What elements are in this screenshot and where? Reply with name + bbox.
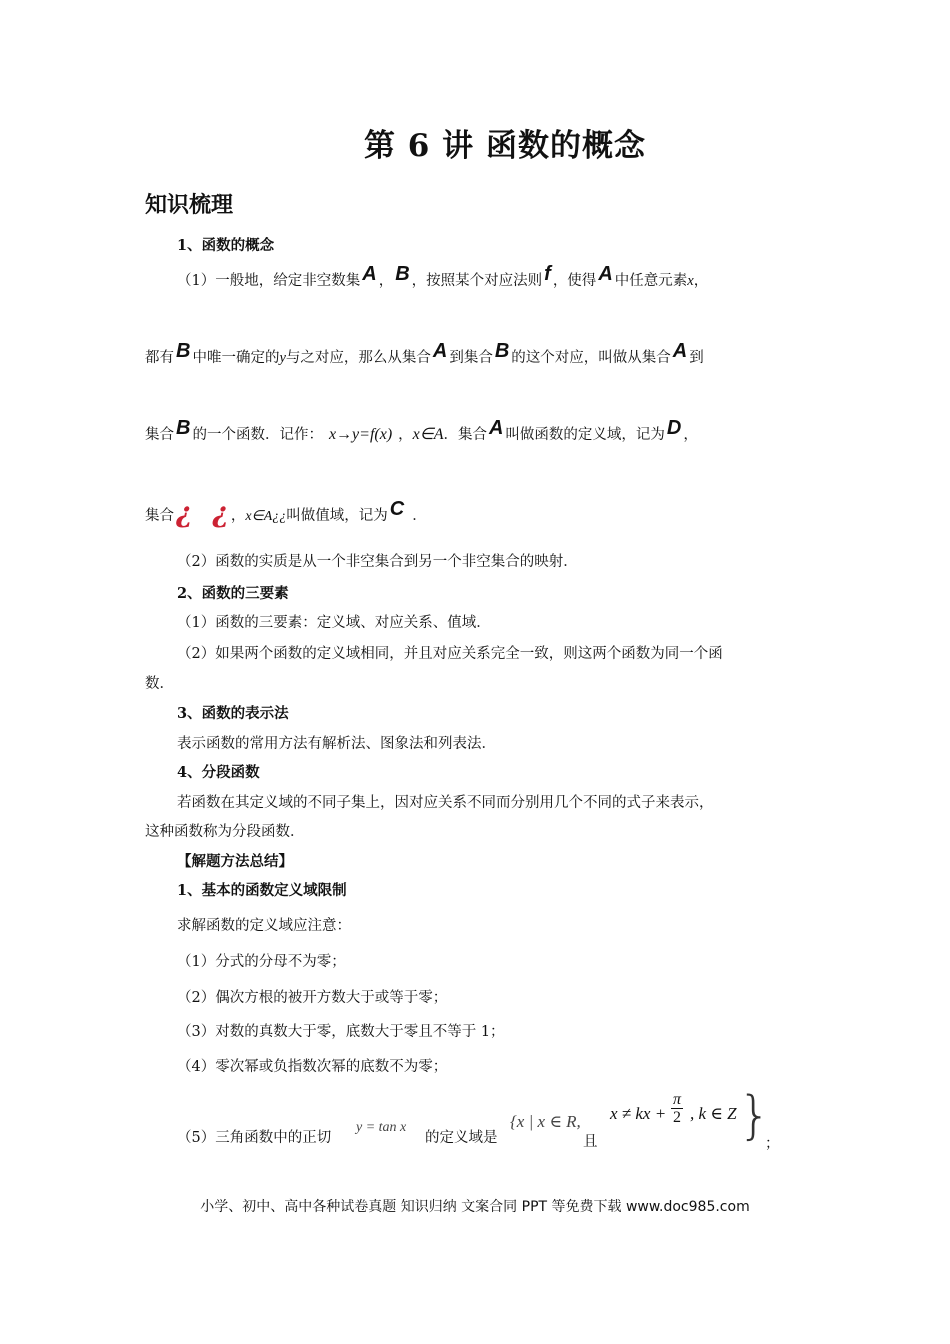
rule-even-root: （2）偶次方根的被开方数大于或等于零；: [177, 990, 448, 1006]
rule-tangent-text: （5）三角函数中的正切: [177, 1130, 332, 1146]
broken-glyph-icon: ¿: [176, 496, 193, 529]
heading-representation: 3、函数的表示法: [177, 705, 289, 722]
paragraph-same-function-line2: 数．: [145, 676, 174, 692]
paragraph-piecewise-line1: 若函数在其定义域的不同子集上，因对应关系不同而分别用几个不同的式子来表示，: [177, 795, 714, 811]
right-brace: }: [738, 1086, 772, 1146]
tangent-set-left: {x | x ∈ R,: [510, 1112, 581, 1131]
broken-glyph-icon: ¿: [212, 496, 229, 529]
tangent-condition: x ≠ kx +: [610, 1104, 667, 1123]
paragraph-definition-line2: 都有 B 中唯一确定的y与之对应，那么从集合 A 到集合 B 的这个对应，叫做从集合 A 到: [145, 340, 704, 366]
tangent-and: 且: [583, 1134, 598, 1150]
paragraph-three-elements: （1）函数的三要素：定义域、对应关系、值域．: [177, 615, 491, 631]
paragraph-representation: 表示函数的常用方法有解析法、图象法和列表法．: [177, 736, 496, 752]
heading-piecewise: 4、分段函数: [177, 764, 260, 781]
paragraph-same-function-line1: （2）如果两个函数的定义域相同，并且对应关系完全一致，则这两个函数为同一个函: [177, 646, 723, 662]
section-heading: 知识梳理: [145, 192, 234, 218]
rule-zero-power: （4）零次幂或负指数次幂的底数不为零；: [177, 1059, 448, 1075]
heading-three-elements: 2、函数的三要素: [177, 585, 289, 602]
tangent-k-in-z: , k ∈ Z: [690, 1104, 737, 1123]
heading-function-concept: 1、函数的概念: [177, 237, 275, 254]
paragraph-definition-line3: 集合 B 的一个函数．记作： x→y=f(x) ，x∈A．集合 A 叫做函数的定义域，记为 D ，: [145, 417, 698, 443]
paragraph-definition-line4: 集合¿ ¿ ，x∈A¿¿叫做值域，记为 C ．: [145, 496, 427, 529]
page-footer: 小学、初中、高中各种试卷真题 知识归纳 文案合同 PPT 等免费下载 www.doc985.com: [200, 1199, 750, 1215]
tangent-function: y = tan x: [356, 1120, 407, 1135]
paragraph-piecewise-line2: 这种函数称为分段函数．: [145, 824, 305, 840]
tangent-end: ；: [765, 1136, 780, 1152]
fraction-pi-over-2: $\frac{\pi}{2}$: [673, 1091, 682, 1126]
rule-fraction: （1）分式的分母不为零；: [177, 954, 346, 970]
rule-tangent-domain-label: 的定义域是: [425, 1130, 498, 1146]
heading-domain-restrictions: 1、基本的函数定义域限制: [177, 882, 347, 899]
paragraph-definition-line1: （1）一般地，给定非空数集 A ， B ，按照某个对应法则 f ，使得 A 中任意元素x，: [177, 263, 709, 289]
page-title: 第 6 讲 函数的概念: [364, 128, 646, 164]
paragraph-mapping: （2）函数的实质是从一个非空集合到另一个非空集合的映射．: [177, 554, 578, 570]
paragraph-domain-intro: 求解函数的定义域应注意：: [177, 918, 351, 934]
rule-logarithm: （3）对数的真数大于零，底数大于零且不等于 1；: [177, 1024, 505, 1040]
heading-method-summary: 【解题方法总结】: [177, 853, 293, 870]
